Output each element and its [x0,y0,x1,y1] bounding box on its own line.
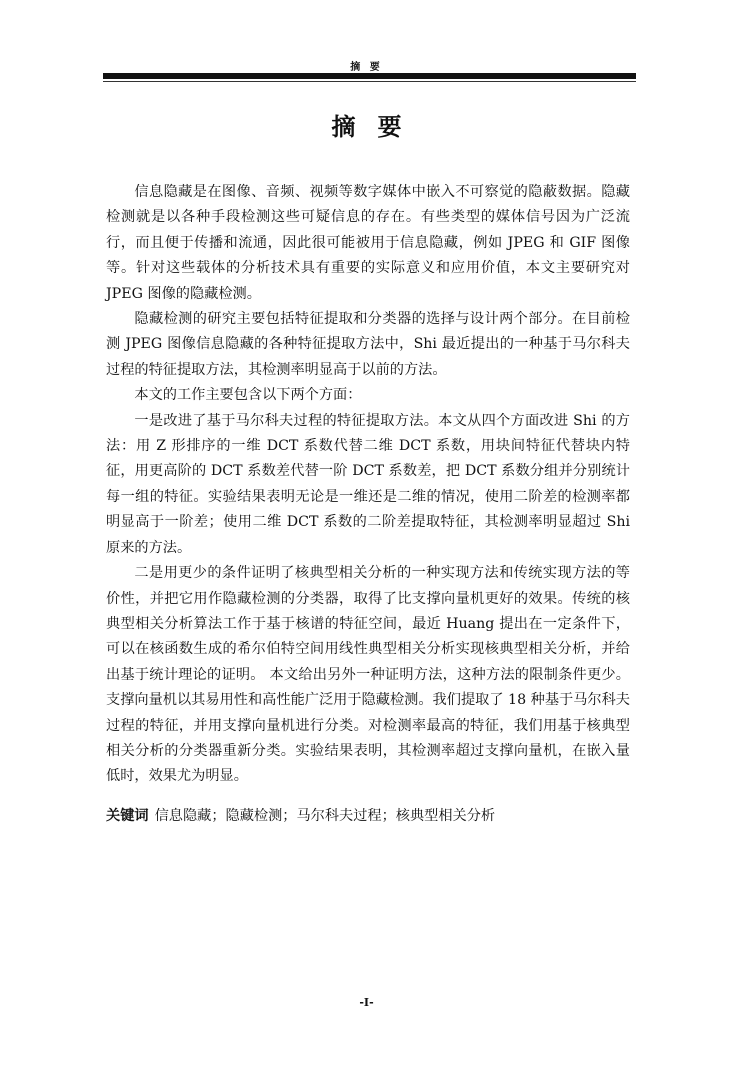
paragraph-intro: 信息隐藏是在图像、音频、视频等数字媒体中嵌入不可察觉的隐蔽数据。隐藏检测就是以各种手段检测这些可疑信息的存在。有些类型的媒体信号因为广泛流行，而且便于传播和流通，因此很可能被用于信息隐藏，例如 JPEG 和 GIF 图像等。针对这些载体的分析技术具有重要的实际意义和应用价值，本文主要研究对 JPEG 图像的隐藏检测。 [106,184,630,302]
header-rule-thick [103,73,636,79]
page-number: -I- [359,996,374,1009]
keywords-text: 信息隐藏；隐藏检测；马尔科夫过程；核典型相关分析 [154,808,496,824]
paragraph-contribution-two: 二是用更少的条件证明了核典型相关分析的一种实现方法和传统实现方法的等价性，并把它用作隐藏检测的分类器，取得了比支撑向量机更好的效果。传统的核典型相关分析算法工作于基于核谱的特征空间，最近 Huang 提出在一定条件下，可以在核函数生成的希尔伯特空间用线性典型相关分析实现核典型相关分析，并给出基于统计理论的证明。 本文给出另外一种证明方法，这种方法的限制条件更少。支撑向量机以其易用性和高性能广泛用于隐藏检测。我们提取了 18 种基于马尔科夫过程的特征，并用支撑向量机进行分类。对检测率最高的特征，我们用基于核典型相关分析的分类器重新分类。实验结果表明，其检测率超过支撑向量机，在嵌入量低时，效果尤为明显。 [106,565,630,785]
abstract-body [106,180,630,790]
paragraph-research: 隐藏检测的研究主要包括特征提取和分类器的选择与设计两个部分。在目前检测 JPEG 图像信息隐藏的各种特征提取方法中，Shi 最近提出的一种基于马尔科夫过程的特征提取方法，其检测率明显高于以前的方法。 [106,311,630,378]
keywords-line [106,806,630,826]
page-title: 摘要 [331,113,424,141]
header-rule-thin [103,81,636,82]
keywords-label: 关键词 [106,808,149,824]
running-header: 摘 要 [350,62,383,73]
paragraph-work-summary: 本文的工作主要包含以下两个方面： [134,387,362,404]
paragraph-contribution-one: 一是改进了基于马尔科夫过程的特征提取方法。本文从四个方面改进 Shi 的方法：用 Z 形排序的一维 DCT 系数代替二维 DCT 系数，用块间特征代替块内特征，用更高阶的 DCT 系数差代替一阶 DCT 系数差，把 DCT 系数分组并分别统计每一组的特征。实验结果表明无论是一维还是二维的情况，使用二阶差的检测率都明显高于一阶差；使用二维 DCT 系数的二阶差提取特征，其检测率明显超过 Shi 原来的方法。 [106,412,630,556]
